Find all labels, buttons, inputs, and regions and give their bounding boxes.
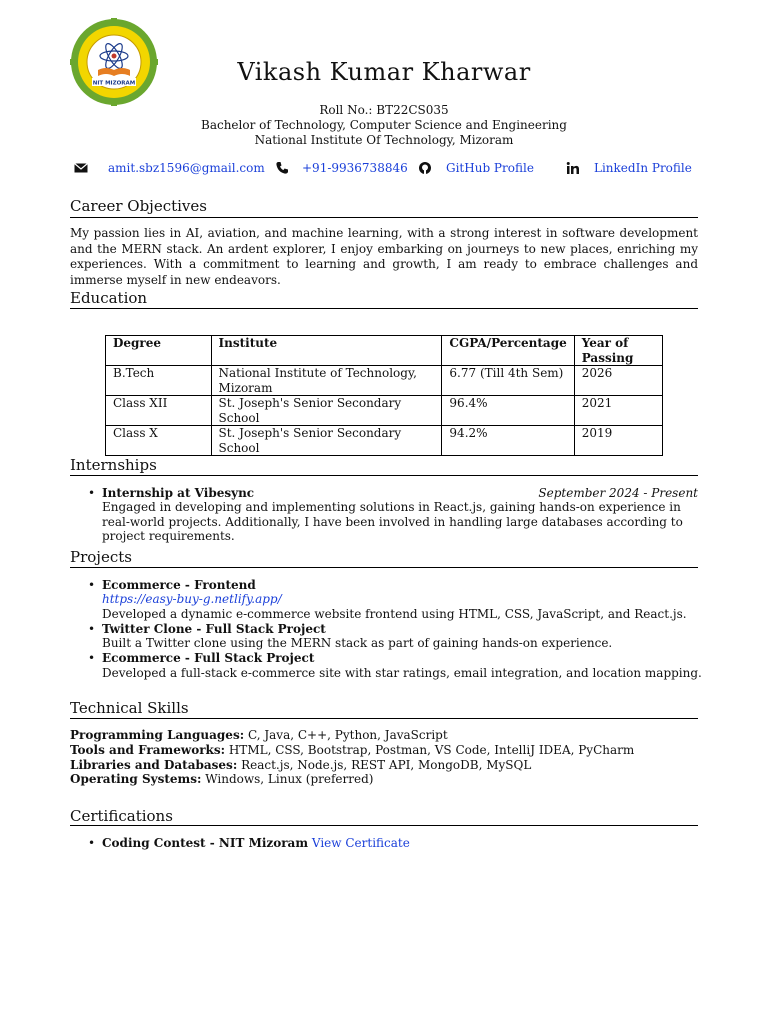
bullet: •	[88, 622, 96, 636]
table-row	[106, 426, 663, 456]
section-divider	[70, 567, 698, 568]
project-title: Ecommerce - Full Stack Project	[102, 651, 315, 665]
section-title-projects: Projects	[70, 548, 132, 566]
roll-number: Roll No.: BT22CS035	[319, 103, 449, 117]
column-header: Year of Passing	[574, 336, 662, 366]
internship-description: Engaged in developing and implementing solutions in React.js, gaining hands-on experience in real-world projects. Additionally, I have been involved in handling large databases according to project requirements.	[102, 500, 683, 543]
candidate-name: Vikash Kumar Kharwar	[237, 58, 531, 86]
phone-icon	[275, 161, 289, 175]
table-cell: Class X	[106, 426, 212, 456]
bullet: •	[88, 651, 96, 665]
section-divider	[70, 718, 698, 719]
education-table	[105, 335, 663, 456]
degree-line: Bachelor of Technology, Computer Science and Engineering	[201, 118, 567, 132]
table-cell: 2019	[574, 426, 662, 456]
section-title-certifications: Certifications	[70, 807, 173, 825]
skill-line: Libraries and Databases: React.js, Node.js, REST API, MongoDB, MySQL	[70, 758, 532, 772]
bullet: •	[88, 578, 96, 592]
skill-line: Programming Languages: C, Java, C++, Python, JavaScript	[70, 728, 448, 742]
table-cell: 2026	[574, 366, 662, 396]
table-cell: St. Joseph's Senior Secondary School	[211, 396, 442, 426]
column-header: Institute	[211, 336, 442, 366]
github-link[interactable]: GitHub Profile	[446, 161, 534, 175]
envelope-icon	[74, 161, 88, 175]
project-title: Twitter Clone - Full Stack Project	[102, 622, 326, 636]
table-cell: National Institute of Technology, Mizoram	[211, 366, 442, 396]
table-header-row	[106, 336, 663, 366]
linkedin-icon	[566, 161, 580, 175]
bullet: •	[88, 836, 96, 850]
internship-date: September 2024 - Present	[538, 486, 698, 500]
table-cell: B.Tech	[106, 366, 212, 396]
certification-item: Coding Contest - NIT Mizoram View Certificate	[102, 836, 410, 850]
table-cell: Class XII	[106, 396, 212, 426]
section-title-internships: Internships	[70, 456, 157, 474]
section-title-education: Education	[70, 289, 148, 307]
bullet: •	[88, 486, 96, 500]
section-title-skills: Technical Skills	[70, 699, 189, 717]
contact-linkedin[interactable]	[566, 161, 692, 175]
project-description: Developed a full-stack e-commerce site with star ratings, email integration, and location mapping.	[102, 666, 702, 680]
section-title-career: Career Objectives	[70, 197, 207, 215]
project-title: Ecommerce - Frontend	[102, 578, 256, 592]
section-divider	[70, 825, 698, 826]
phone-link[interactable]: +91-9936738846	[302, 161, 408, 175]
svg-text:NIT MIZORAM: NIT MIZORAM	[92, 80, 136, 87]
section-divider	[70, 475, 698, 476]
skill-line: Operating Systems: Windows, Linux (preferred)	[70, 772, 374, 786]
column-header: CGPA/Percentage	[442, 336, 574, 366]
contact-phone[interactable]	[275, 161, 408, 175]
contact-github[interactable]	[418, 161, 534, 175]
github-icon	[418, 161, 432, 175]
column-header: Degree	[106, 336, 212, 366]
project-link[interactable]: https://easy-buy-g.netlify.app/	[102, 592, 282, 606]
table-cell: 2021	[574, 396, 662, 426]
table-cell: St. Joseph's Senior Secondary School	[211, 426, 442, 456]
section-divider	[70, 217, 698, 218]
table-cell: 96.4%	[442, 396, 574, 426]
career-objective-text: My passion lies in AI, aviation, and machine learning, with a strong interest in software development and the MERN stack. An ardent explorer, I enjoy embarking on journeys to new places, enriching my experiences. With a commitment to learning and growth, I am ready to embrace challenges and immerse myself in new endeavors.	[70, 226, 698, 287]
internship-title: Internship at Vibesync	[102, 486, 255, 500]
section-divider	[70, 308, 698, 309]
project-description: Developed a dynamic e-commerce website frontend using HTML, CSS, JavaScript, and React.js.	[102, 607, 687, 621]
skill-line: Tools and Frameworks: HTML, CSS, Bootstrap, Postman, VS Code, IntelliJ IDEA, PyCharm	[70, 743, 635, 757]
table-row	[106, 396, 663, 426]
table-cell: 94.2%	[442, 426, 574, 456]
table-cell: 6.77 (Till 4th Sem)	[442, 366, 574, 396]
view-certificate-link[interactable]: View Certificate	[311, 836, 410, 850]
project-description: Built a Twitter clone using the MERN stack as part of gaining hands-on experience.	[102, 636, 613, 650]
institute-line: National Institute Of Technology, Mizoram	[254, 133, 514, 147]
table-row	[106, 366, 663, 396]
contact-email[interactable]	[74, 161, 265, 175]
linkedin-link[interactable]: LinkedIn Profile	[594, 161, 692, 175]
email-link[interactable]: amit.sbz1596@gmail.com	[108, 161, 265, 175]
